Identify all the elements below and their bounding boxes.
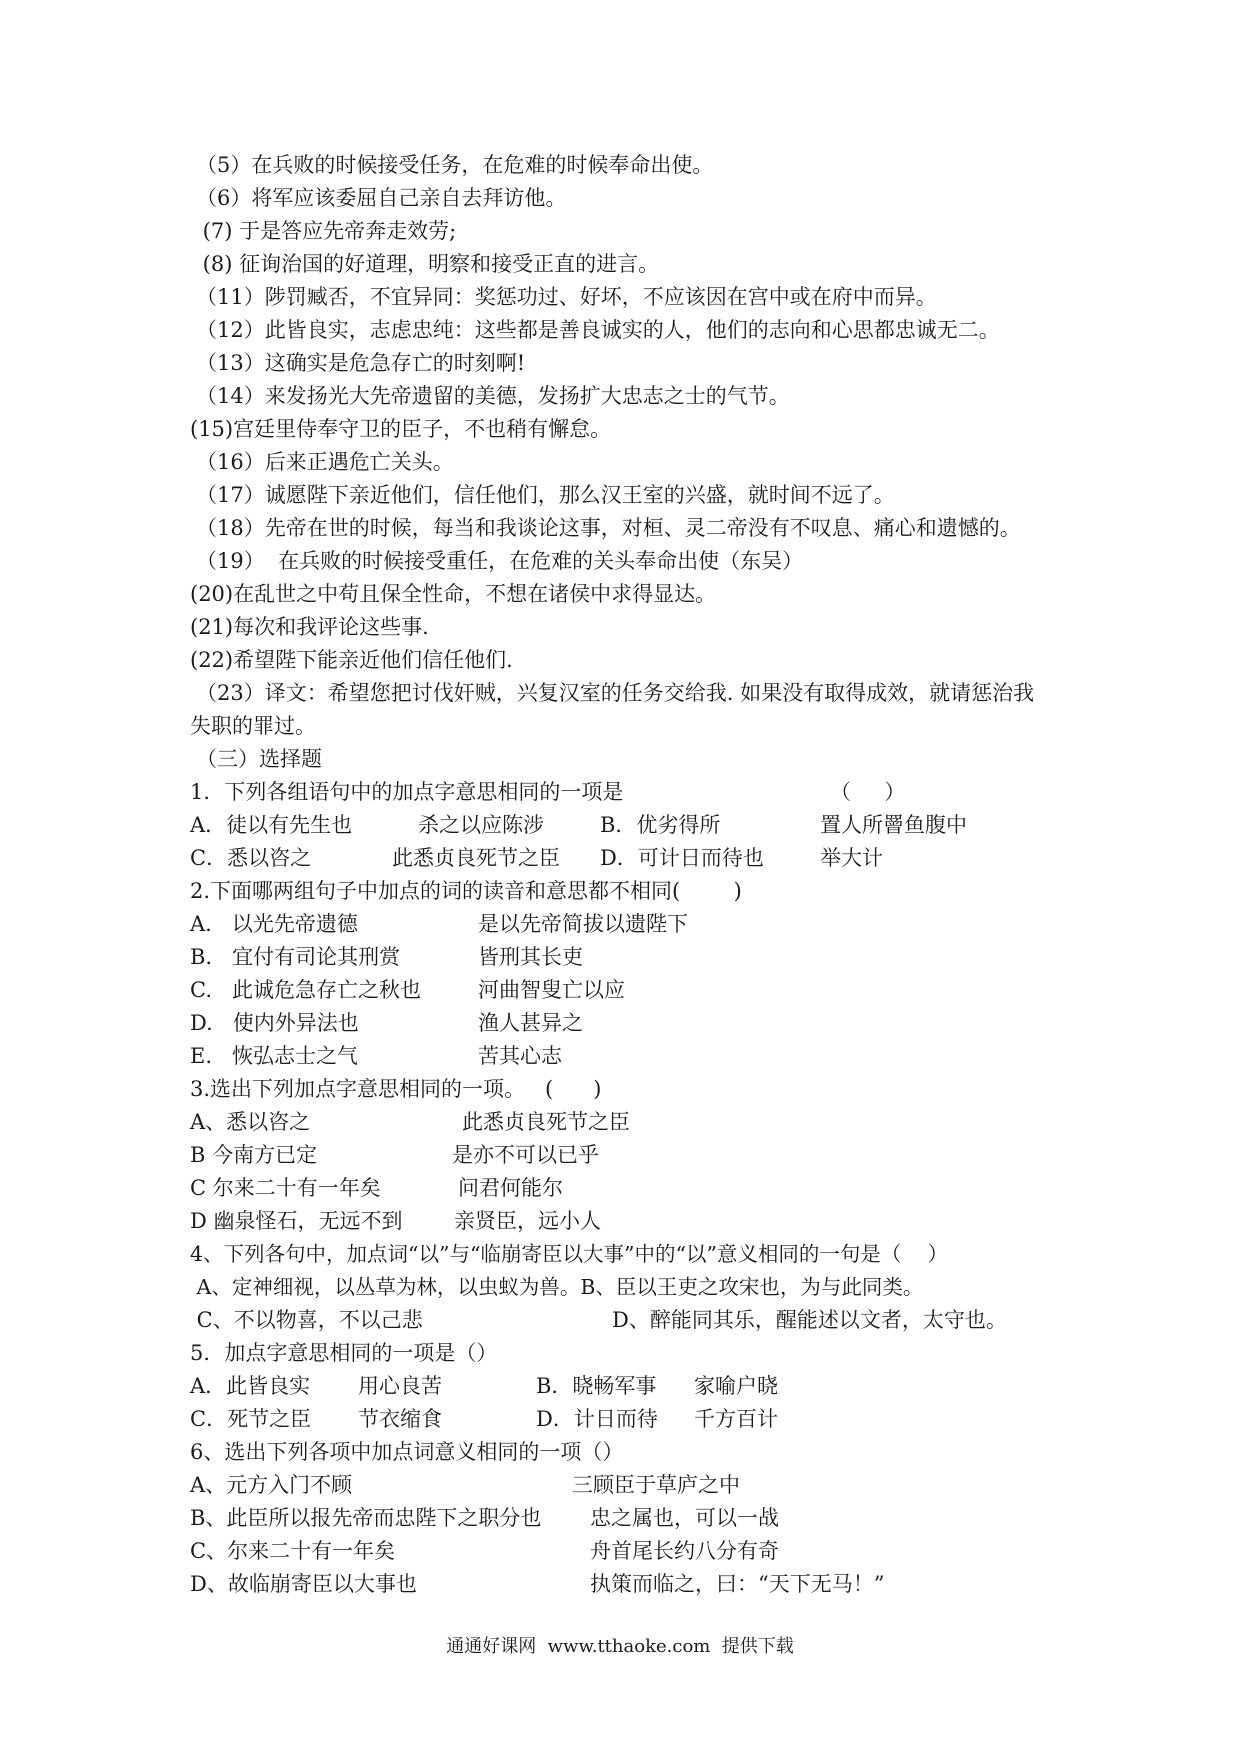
question-2-option-e-right: 苦其心志 [478,1044,562,1068]
question-3-option-b-left: B 今南方已定 [190,1143,318,1167]
question-5-stem: 5．加点字意思相同的一项是（） [190,1341,498,1365]
answer-7: (7) 于是答应先帝奔走效劳; [196,219,457,243]
answer-15: (15)宫廷里侍奉守卫的臣子，不也稍有懈怠。 [190,417,612,441]
answer-18: （18）先帝在世的时候，每当和我谈论这事，对桓、灵二帝没有不叹息、痛心和遗憾的。 [196,516,1021,540]
question-6-option-b-right: 忠之属也，可以一战 [590,1506,779,1530]
question-1-option-b-left: B．优劣得所 [600,813,721,837]
question-6-option-c-left: C、尔来二十有一年矣 [190,1539,396,1563]
question-3-option-a-left: A、悉以咨之 [190,1110,311,1134]
question-6-option-d-right: 执策而临之，曰：“天下无马！” [590,1572,885,1596]
question-5-option-a-right: 用心良苦 [358,1374,442,1398]
question-3-option-a-right: 此悉贞良死节之臣 [462,1110,630,1134]
question-5-option-c-left: C．死节之臣 [190,1407,312,1431]
section-title: （三）选择题 [196,747,322,771]
question-1-stem: 1．下列各组语句中的加点字意思相同的一项是 [190,780,624,804]
question-4-stem: 4、下列各句中，加点词“以”与“临崩寄臣以大事”中的“以”意义相同的一句是（ ） [190,1242,948,1266]
answer-19: （19） 在兵败的时候接受重任，在危难的关头奉命出使（东吴） [196,549,804,573]
question-5-option-d-right: 千方百计 [694,1407,778,1431]
question-5-option-c-right: 节衣缩食 [358,1407,442,1431]
question-6-option-c-right: 舟首尾长约八分有奇 [590,1539,779,1563]
question-3-stem: 3.选出下列加点字意思相同的一项。 ( ) [190,1077,602,1101]
question-3-option-c-left: C 尔来二十有一年矣 [190,1176,381,1200]
question-2-option-b-right: 皆刑其长吏 [478,945,583,969]
answer-23-line1: （23）译文：希望您把讨伐奸贼，兴复汉室的任务交给我. 如果没有取得成效，就请惩治我 [196,681,1035,705]
answer-17: （17）诚愿陛下亲近他们，信任他们，那么汉王室的兴盛，就时间不远了。 [196,483,895,507]
question-1-option-d-right: 举大计 [820,846,883,870]
question-2-option-a-right: 是以先帝简拔以遗陛下 [478,912,688,936]
question-6-stem: 6、选出下列各项中加点词意义相同的一项（） [190,1440,624,1464]
answer-21: (21)每次和我评论这些事. [190,615,429,639]
answer-6: （6）将军应该委屈自己亲自去拜访他。 [196,186,567,210]
question-2-option-b-left: B. 宜付有司论其刑赏 [190,945,401,969]
question-2-option-d-right: 渔人甚异之 [478,1011,583,1035]
question-2-option-d-left: D. 使内外异法也 [190,1011,359,1035]
answer-11: （11）陟罚臧否，不宜异同：奖惩功过、好坏，不应该因在宫中或在府中而异。 [196,285,937,309]
question-5-option-b-left: B．晓畅军事 [536,1374,657,1398]
question-4-option-d: D、醉能同其乐，醒能述以文者，太守也。 [612,1308,1007,1332]
question-6-option-d-left: D、故临崩寄臣以大事也 [190,1572,417,1596]
question-1-option-a-right: 杀之以应陈涉 [418,813,544,837]
question-2-option-a-left: A. 以光先帝遗德 [190,912,358,936]
question-2-option-c-right: 河曲智叟亡以应 [478,978,625,1002]
question-4-option-c: C、不以物喜，不以己悲 [190,1308,423,1332]
answer-5: （5）在兵败的时候接受任务，在危难的时候奉命出使。 [196,153,714,177]
answer-13: （13）这确实是危急存亡的时刻啊! [196,351,526,375]
question-1-option-c-left: C．悉以咨之 [190,846,312,870]
question-2-option-e-left: E. 恢弘志士之气 [190,1044,359,1068]
answer-14: （14）来发扬光大先帝遗留的美德，发扬扩大忠志之士的气节。 [196,384,790,408]
question-1-option-d-left: D．可计日而待也 [600,846,764,870]
question-1-option-a-left: A．徒以有先生也 [190,813,353,837]
question-4-options-ab: A、定神细视，以丛草为林，以虫蚁为兽。B、臣以王吏之攻宋也，为与此同类。 [190,1275,924,1299]
question-2-stem: 2.下面哪两组句子中加点的词的读音和意思都不相同( ) [190,879,742,903]
question-6-option-a-right: 三顾臣于草庐之中 [572,1473,740,1497]
answer-23-line2: 失职的罪过。 [190,714,316,738]
question-3-option-d-right: 亲贤臣，远小人 [454,1209,601,1233]
answer-22: (22)希望陛下能亲近他们信任他们. [190,648,513,672]
question-5-option-b-right: 家喻户晓 [694,1374,778,1398]
question-6-option-a-left: A、元方入门不顾 [190,1473,353,1497]
question-3-option-d-left: D 幽泉怪石，无远不到 [190,1209,403,1233]
question-6-option-b-left: B、此臣所以报先帝而忠陛下之职分也 [190,1506,542,1530]
question-5-option-a-left: A．此皆良实 [190,1374,311,1398]
answer-20: (20)在乱世之中苟且保全性命，不想在诸侯中求得显达。 [190,582,717,606]
answer-8: (8) 征询治国的好道理，明察和接受正直的进言。 [196,252,660,276]
answer-16: （16）后来正遇危亡关头。 [196,450,454,474]
page-footer: 通通好课网 www.tthaoke.com 提供下载 [446,1636,794,1657]
question-5-option-d-left: D．计日而待 [536,1407,658,1431]
question-3-option-c-right: 问君何能尔 [458,1176,563,1200]
question-1-answer-bracket: （ ） [830,780,906,804]
question-2-option-c-left: C. 此诚危急存亡之秋也 [190,978,422,1002]
question-3-option-b-right: 是亦不可以已乎 [452,1143,599,1167]
question-1-option-c-right: 此悉贞良死节之臣 [392,846,560,870]
answer-12: （12）此皆良实，志虑忠纯：这些都是善良诚实的人，他们的志向和心思都忠诚无二。 [196,318,1000,342]
question-1-option-b-right: 置人所罾鱼腹中 [820,813,967,837]
